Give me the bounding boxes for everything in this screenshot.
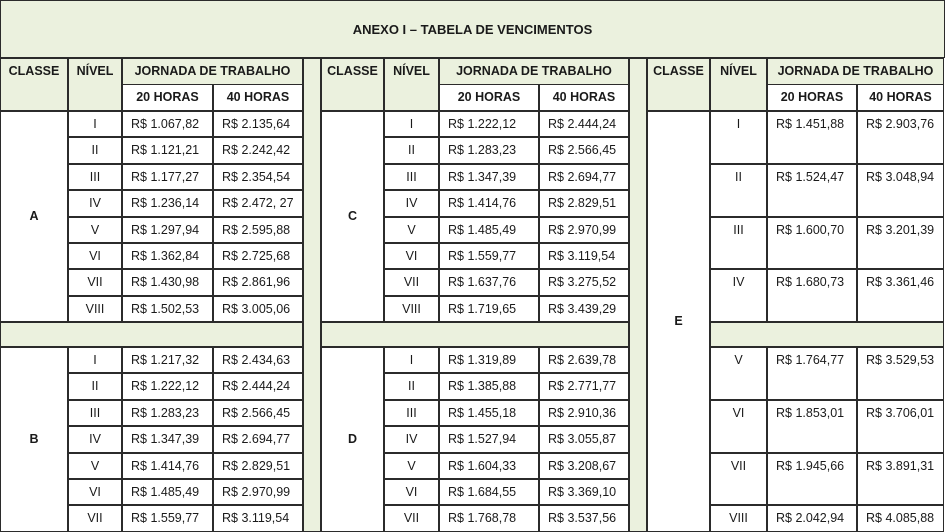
section-separator [321, 322, 629, 347]
salary-40h-cell: R$ 2.829,51 [213, 453, 303, 479]
salary-20h-cell: R$ 2.042,94 [767, 505, 857, 532]
header-nivel: NÍVEL [384, 58, 439, 111]
salary-20h-cell: R$ 1.222,12 [122, 373, 213, 399]
classe-d: D [321, 347, 384, 532]
salary-40h-cell: R$ 2.861,96 [213, 269, 303, 295]
salary-20h-cell: R$ 1.502,53 [122, 296, 213, 322]
salary-20h-cell: R$ 1.945,66 [767, 453, 857, 506]
classe-a: A [0, 111, 68, 322]
classe-e: E [647, 111, 710, 532]
salary-40h-cell: R$ 2.970,99 [539, 217, 629, 243]
salary-20h-cell: R$ 1.559,77 [122, 505, 213, 531]
salary-40h-cell: R$ 3.439,29 [539, 296, 629, 322]
nivel-cell: VI [68, 243, 122, 269]
header-jornada: JORNADA DE TRABALHO [439, 58, 629, 85]
salary-40h-cell: R$ 3.119,54 [213, 505, 303, 531]
table-title: ANEXO I – TABELA DE VENCIMENTOS [0, 0, 945, 58]
nivel-cell: VI [384, 479, 439, 505]
nivel-cell: VIII [68, 296, 122, 322]
salary-20h-cell: R$ 1.600,70 [767, 217, 857, 270]
nivel-cell: IV [710, 269, 767, 322]
header-20-horas: 20 HORAS [767, 84, 857, 111]
salary-20h-cell: R$ 1.853,01 [767, 400, 857, 453]
salary-40h-cell: R$ 3.275,52 [539, 269, 629, 295]
salary-20h-cell: R$ 1.121,21 [122, 137, 213, 163]
salary-20h-cell: R$ 1.236,14 [122, 190, 213, 216]
salary-40h-cell: R$ 2.472, 27 [213, 190, 303, 216]
salary-40h-cell: R$ 2.566,45 [213, 400, 303, 426]
salary-40h-cell: R$ 2.694,77 [213, 426, 303, 452]
salary-40h-cell: R$ 3.119,54 [539, 243, 629, 269]
salary-40h-cell: R$ 3.201,39 [857, 217, 944, 270]
salary-40h-cell: R$ 2.725,68 [213, 243, 303, 269]
header-nivel: NÍVEL [710, 58, 767, 111]
nivel-cell: IV [384, 426, 439, 452]
salary-40h-cell: R$ 2.910,36 [539, 400, 629, 426]
salary-20h-cell: R$ 1.283,23 [122, 400, 213, 426]
salary-20h-cell: R$ 1.414,76 [122, 453, 213, 479]
classe-c: C [321, 111, 384, 322]
nivel-cell: I [384, 111, 439, 137]
nivel-cell: VII [68, 269, 122, 295]
salary-20h-cell: R$ 1.222,12 [439, 111, 539, 137]
nivel-cell: VII [384, 269, 439, 295]
nivel-cell: VIII [710, 505, 767, 532]
nivel-cell: V [710, 347, 767, 400]
nivel-cell: VII [68, 505, 122, 531]
salary-20h-cell: R$ 1.347,39 [122, 426, 213, 452]
salary-40h-cell: R$ 2.135,64 [213, 111, 303, 137]
nivel-cell: I [68, 111, 122, 137]
salary-20h-cell: R$ 1.451,88 [767, 111, 857, 164]
nivel-cell: VII [710, 453, 767, 506]
salary-40h-cell: R$ 2.970,99 [213, 479, 303, 505]
nivel-cell: VI [384, 243, 439, 269]
salary-20h-cell: R$ 1.719,65 [439, 296, 539, 322]
salary-20h-cell: R$ 1.764,77 [767, 347, 857, 400]
nivel-cell: III [384, 164, 439, 190]
nivel-cell: IV [384, 190, 439, 216]
salary-40h-cell: R$ 2.566,45 [539, 137, 629, 163]
salary-20h-cell: R$ 1.217,32 [122, 347, 213, 373]
nivel-cell: II [384, 137, 439, 163]
salary-40h-cell: R$ 2.354,54 [213, 164, 303, 190]
salary-40h-cell: R$ 3.005,06 [213, 296, 303, 322]
salary-40h-cell: R$ 4.085,88 [857, 505, 944, 532]
header-40-horas: 40 HORAS [857, 84, 944, 111]
nivel-cell: VII [384, 505, 439, 531]
nivel-cell: V [384, 217, 439, 243]
nivel-cell: VI [68, 479, 122, 505]
salary-20h-cell: R$ 1.414,76 [439, 190, 539, 216]
nivel-cell: III [68, 164, 122, 190]
nivel-cell: VIII [384, 296, 439, 322]
salary-20h-cell: R$ 1.385,88 [439, 373, 539, 399]
nivel-cell: I [710, 111, 767, 164]
salary-40h-cell: R$ 2.242,42 [213, 137, 303, 163]
salary-40h-cell: R$ 3.537,56 [539, 505, 629, 531]
section-separator [0, 322, 303, 347]
salary-40h-cell: R$ 2.771,77 [539, 373, 629, 399]
salary-40h-cell: R$ 3.891,31 [857, 453, 944, 506]
salary-40h-cell: R$ 2.694,77 [539, 164, 629, 190]
salary-40h-cell: R$ 3.529,53 [857, 347, 944, 400]
salary-20h-cell: R$ 1.485,49 [122, 479, 213, 505]
salary-20h-cell: R$ 1.067,82 [122, 111, 213, 137]
salary-40h-cell: R$ 3.361,46 [857, 269, 944, 322]
header-20-horas: 20 HORAS [122, 84, 213, 111]
salary-40h-cell: R$ 3.055,87 [539, 426, 629, 452]
header-20-horas: 20 HORAS [439, 84, 539, 111]
salary-40h-cell: R$ 3.706,01 [857, 400, 944, 453]
nivel-cell: III [710, 217, 767, 270]
nivel-cell: II [68, 137, 122, 163]
nivel-cell: V [68, 453, 122, 479]
salary-20h-cell: R$ 1.347,39 [439, 164, 539, 190]
salary-20h-cell: R$ 1.684,55 [439, 479, 539, 505]
nivel-cell: II [384, 373, 439, 399]
salary-20h-cell: R$ 1.680,73 [767, 269, 857, 322]
salary-40h-cell: R$ 2.639,78 [539, 347, 629, 373]
salary-20h-cell: R$ 1.768,78 [439, 505, 539, 531]
nivel-cell: I [384, 347, 439, 373]
salary-20h-cell: R$ 1.362,84 [122, 243, 213, 269]
salary-20h-cell: R$ 1.297,94 [122, 217, 213, 243]
header-nivel: NÍVEL [68, 58, 122, 111]
nivel-cell: V [68, 217, 122, 243]
salary-20h-cell: R$ 1.527,94 [439, 426, 539, 452]
header-40-horas: 40 HORAS [539, 84, 629, 111]
header-classe: CLASSE [647, 58, 710, 111]
nivel-cell: IV [68, 426, 122, 452]
salary-20h-cell: R$ 1.559,77 [439, 243, 539, 269]
nivel-cell: III [68, 400, 122, 426]
salary-20h-cell: R$ 1.319,89 [439, 347, 539, 373]
header-jornada: JORNADA DE TRABALHO [122, 58, 303, 85]
nivel-cell: VI [710, 400, 767, 453]
salary-40h-cell: R$ 3.048,94 [857, 164, 944, 217]
salary-40h-cell: R$ 2.444,24 [539, 111, 629, 137]
nivel-cell: III [384, 400, 439, 426]
classe-b: B [0, 347, 68, 532]
salary-20h-cell: R$ 1.524,47 [767, 164, 857, 217]
salary-40h-cell: R$ 3.369,10 [539, 479, 629, 505]
salary-40h-cell: R$ 2.444,24 [213, 373, 303, 399]
salary-20h-cell: R$ 1.455,18 [439, 400, 539, 426]
salary-20h-cell: R$ 1.430,98 [122, 269, 213, 295]
header-classe: CLASSE [0, 58, 68, 111]
nivel-cell: V [384, 453, 439, 479]
nivel-cell: II [710, 164, 767, 217]
header-40-horas: 40 HORAS [213, 84, 303, 111]
column-spacer [303, 58, 321, 532]
salary-20h-cell: R$ 1.283,23 [439, 137, 539, 163]
column-spacer [629, 58, 647, 532]
salary-20h-cell: R$ 1.637,76 [439, 269, 539, 295]
nivel-cell: IV [68, 190, 122, 216]
salary-20h-cell: R$ 1.485,49 [439, 217, 539, 243]
salary-40h-cell: R$ 2.434,63 [213, 347, 303, 373]
nivel-cell: I [68, 347, 122, 373]
salary-20h-cell: R$ 1.604,33 [439, 453, 539, 479]
salary-40h-cell: R$ 3.208,67 [539, 453, 629, 479]
header-jornada: JORNADA DE TRABALHO [767, 58, 944, 85]
salary-40h-cell: R$ 2.903,76 [857, 111, 944, 164]
salary-20h-cell: R$ 1.177,27 [122, 164, 213, 190]
header-classe: CLASSE [321, 58, 384, 111]
salary-40h-cell: R$ 2.829,51 [539, 190, 629, 216]
nivel-cell: II [68, 373, 122, 399]
salary-40h-cell: R$ 2.595,88 [213, 217, 303, 243]
section-separator [710, 322, 944, 347]
